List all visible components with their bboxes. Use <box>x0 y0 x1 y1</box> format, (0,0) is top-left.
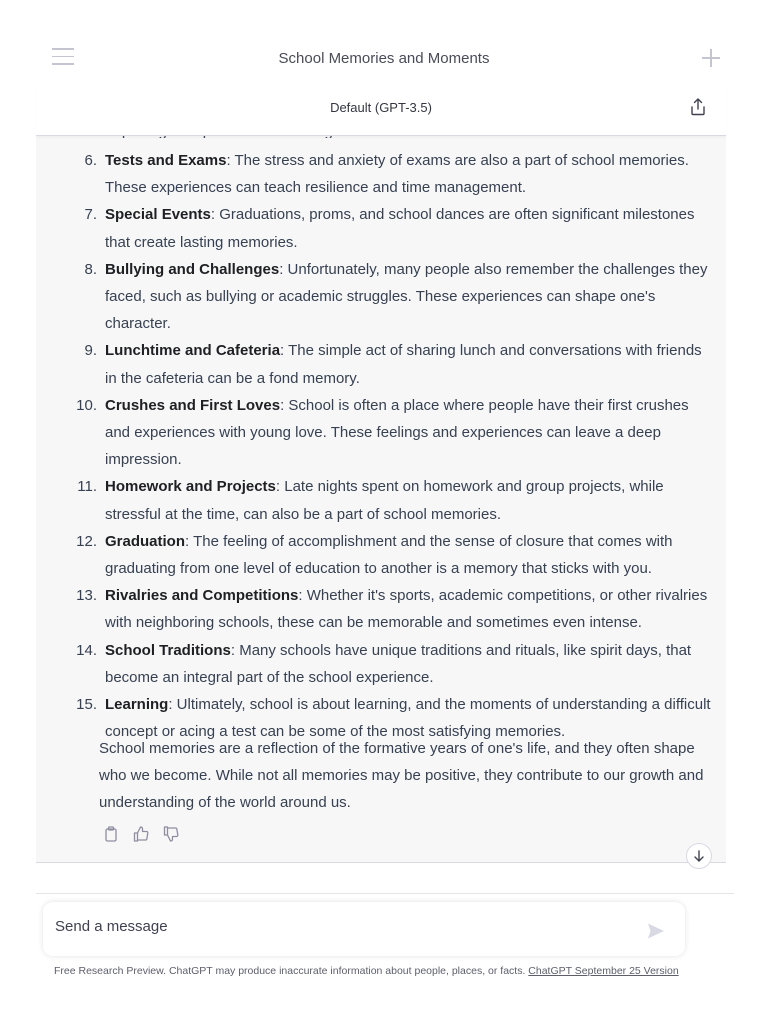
message-input[interactable] <box>55 914 615 938</box>
send-icon <box>647 927 665 944</box>
list-item-text: : School is often a place where people have their first crushes and experiences with young love. These feelings and experiences can leave a deep impression. <box>105 396 689 469</box>
summary-paragraph: School memories are a reflection of the formative years of one's life, and they often shape who we become. While not all memories may be positive, they contribute to our growth and understanding of the world around us. <box>99 740 704 812</box>
list-item-text: : Graduations, proms, and school dances are often significant milestones that create lasting memories. <box>105 206 695 251</box>
message-actions <box>104 826 188 846</box>
list-item-text: : The feeling of accomplishment and the sense of closure that comes with graduating from one level of education to another is a memory that sticks with you. <box>105 532 673 578</box>
model-bar <box>36 86 726 136</box>
chat-title: School Memories and Moments <box>278 50 490 67</box>
list-item-title: Learning <box>105 696 169 714</box>
copy-icon[interactable] <box>104 826 120 842</box>
list-item-text: : Whether it's sports, academic competitions, or other rivalries with neighboring schools, these can be memorable and sometimes even intense. <box>105 587 708 632</box>
list-item-number: 10. <box>76 396 97 414</box>
list-item-text: : Late nights spent on homework and group projects, while stressful at the time, can also be a part of school memories. <box>105 478 664 523</box>
list-item <box>36 256 726 338</box>
list-item-title: Crushes and First Loves <box>105 396 281 414</box>
conversation-area[interactable] <box>36 120 726 863</box>
list-item-number: 8. <box>84 260 97 278</box>
thumbs-down-icon[interactable] <box>163 826 179 842</box>
send-button[interactable] <box>647 922 669 944</box>
memories-list <box>36 147 726 745</box>
list-item-title: Tests and Exams <box>105 152 227 169</box>
list-item-number: 7. <box>84 206 97 224</box>
version-link[interactable]: ChatGPT September 25 Version <box>528 965 679 977</box>
list-item-number: 12. <box>76 532 97 550</box>
list-item-title: Graduation <box>105 532 186 550</box>
list-item-text: : Unfortunately, many people also remember the challenges they faced, such as bullying or academic struggles. These experiences can shape one's character. <box>105 260 708 333</box>
list-item-text: : Ultimately, school is about learning, and the moments of understanding a difficult concept or acing a test can be some of the most satisfying memories. <box>105 696 711 741</box>
list-item-title: Rivalries and Competitions <box>105 587 299 605</box>
list-item-number: 15. <box>76 696 97 714</box>
list-item <box>36 392 726 474</box>
message-composer[interactable] <box>43 902 685 956</box>
list-item-number: 6. <box>84 152 97 169</box>
list-item <box>36 582 726 636</box>
model-label[interactable]: Default (GPT-3.5) <box>330 100 432 115</box>
scroll-down-button[interactable] <box>686 843 712 869</box>
list-item-number: 9. <box>84 342 97 360</box>
list-item <box>36 637 726 691</box>
footer-text: Free Research Preview. ChatGPT may produce inaccurate information about people, places, or facts. <box>54 965 529 977</box>
list-item <box>36 201 726 255</box>
list-item-title: School Traditions <box>105 641 231 659</box>
list-item <box>36 473 726 527</box>
footer <box>54 965 734 977</box>
list-item-title: Lunchtime and Cafeteria <box>105 342 281 360</box>
new-chat-icon[interactable] <box>700 47 722 69</box>
list-item <box>36 337 726 391</box>
list-item-number: 14. <box>76 641 97 659</box>
share-icon[interactable] <box>690 98 710 118</box>
list-item <box>36 147 726 201</box>
list-item-text: : Many schools have unique traditions and rituals, like spirit days, that become an integral part of the school experience. <box>105 641 692 686</box>
list-item-title: Special Events <box>105 206 211 224</box>
divider <box>36 893 734 894</box>
thumbs-up-icon[interactable] <box>133 826 149 842</box>
list-item-number: 11. <box>77 478 97 496</box>
list-item-text: : The stress and anxiety of exams are also a part of school memories. These experiences can teach resilience and time management. <box>105 152 689 197</box>
list-item-title: Homework and Projects <box>105 478 276 496</box>
list-item-text: : The simple act of sharing lunch and conversations with friends in the cafeteria can be a fond memory. <box>105 342 702 387</box>
list-item <box>36 528 726 582</box>
list-item-number: 13. <box>76 587 97 605</box>
list-item-title: Bullying and Challenges <box>105 260 280 278</box>
